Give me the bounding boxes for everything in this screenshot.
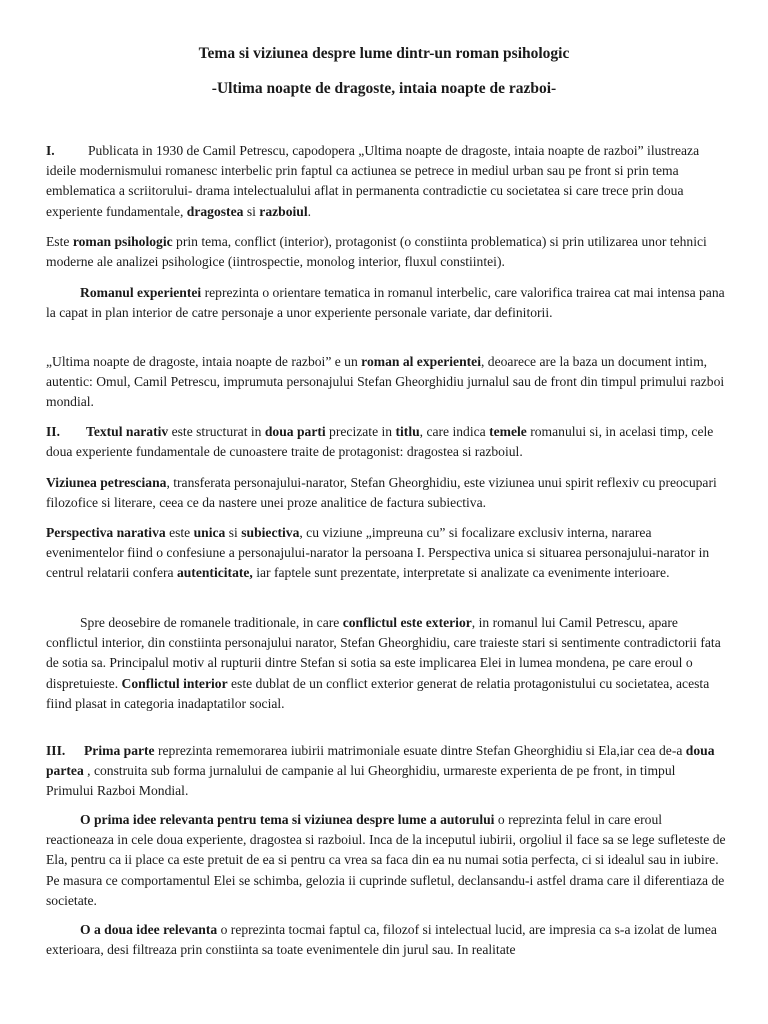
paragraph-11 bbox=[46, 920, 726, 960]
text-run: . bbox=[307, 203, 312, 219]
text-run: Spre deosebire de romanele traditionale, in care bbox=[80, 615, 343, 630]
bold-term: titlu bbox=[395, 424, 420, 439]
text-run: , deoarece are la baza un document intim, autentic: Omul, Camil Petrescu, imprumuta personajului Stefan Gheorghidiu jurnalul sau de front din timpul primului razboi mondial. bbox=[46, 354, 725, 410]
paragraph-9 bbox=[46, 741, 726, 802]
bold-term: autenticitate, bbox=[176, 565, 253, 581]
paragraph-5 bbox=[46, 422, 726, 462]
paragraph-3 bbox=[46, 283, 726, 323]
bold-term: Prima parte bbox=[84, 743, 155, 758]
paragraph-4 bbox=[46, 352, 726, 413]
bold-term: temele bbox=[489, 424, 527, 439]
paragraph-8 bbox=[46, 613, 726, 714]
section-number: II. bbox=[46, 424, 60, 439]
paragraph-10 bbox=[46, 810, 726, 911]
bold-term: conflictul este exterior bbox=[342, 615, 472, 630]
text-run: o reprezinta tocmai faptul ca, filozof si intelectual lucid, are impresia ca s-a izolat de lumea exterioara, desi filtreaza prin constiinta sa toate evenimentele din jurul sau. In realitate bbox=[46, 922, 717, 958]
text-run: prin tema, conflict (interior), protagonist (o constiinta problematica) si prin utilizarea unor tehnici moderne ale analizei psihologice (iintrospectie, monolog interior, fluxul constiintei). bbox=[46, 234, 707, 270]
bold-term: razboiul bbox=[259, 203, 308, 219]
bold-term: O a doua idee relevanta bbox=[80, 922, 218, 937]
bold-term: subiectiva bbox=[241, 525, 300, 540]
paragraph-2 bbox=[46, 232, 726, 272]
bold-term: Viziunea petresciana bbox=[46, 475, 167, 490]
text-run: precizate in bbox=[325, 424, 396, 439]
text-run: Este bbox=[46, 234, 73, 249]
text-run: romanului si, in acelasi timp, cele doua experiente fundamentale de cunoastere traite de protagonist: dragostea si razboiul. bbox=[46, 424, 714, 460]
paragraph-6 bbox=[46, 473, 726, 513]
bold-term: Perspectiva narativa bbox=[46, 525, 166, 540]
document-subtitle: -Ultima noapte de dragoste, intaia noapte de razboi- bbox=[211, 80, 557, 97]
paragraph-1 bbox=[46, 141, 726, 222]
section-number: I. bbox=[46, 143, 55, 158]
text-run: si bbox=[243, 203, 260, 219]
bold-term: doua partea bbox=[46, 743, 715, 779]
section-number: III. bbox=[46, 743, 66, 758]
text-run: si bbox=[225, 525, 242, 540]
bold-term: dragostea bbox=[186, 203, 244, 219]
bold-term: Conflictul interior bbox=[121, 675, 228, 691]
bold-term: O prima idee relevanta pentru tema si viziunea despre lume a autorului bbox=[80, 812, 495, 827]
text-run: , transferata personajului-narator, Stefan Gheorghidiu, este viziunea unui spirit reflexiv cu preocupari filozofice si literare, ceea ce da nastere unei proze analitice de factura subiectiva. bbox=[46, 475, 717, 511]
text-run: este structurat in bbox=[168, 424, 265, 439]
text-run: „Ultima noapte de dragoste, intaia noapte de razboi” e un bbox=[46, 354, 362, 369]
text-run: o reprezinta felul in care eroul reactioneaza in cele doua experiente, dragostea si razboiul. Inca de la inceputul iubirii, orgoliul il face sa se lege sufleteste de Ela, pentru ca ii place ca este pretuit de ea si pentru ca vrea sa faca din ea nu numai sotia perfecta, ci si idealul sau in iubire. Pe masura ce comportamentul Elei se schimba, gelozia ii cuprinde sufletul, declansandu-i astfel drama care il diferentiaza de societate. bbox=[46, 812, 726, 908]
bold-term: unica bbox=[193, 525, 226, 540]
text-run: reprezinta o orientare tematica in romanul interbelic, care valorifica trairea cat mai intensa pana la capat in plan interior de catre personaje a unor experiente personale variate, dar definitorii. bbox=[46, 285, 725, 321]
paragraph-7 bbox=[46, 523, 726, 584]
text-run: iar faptele sunt prezentate, interpretate si analizate ca evenimente interioare. bbox=[252, 565, 670, 581]
text-run: , construita sub forma jurnalului de campanie al lui Gheorghidiu, urmareste experienta de pe front, in timpul Primului Razboi Mondial. bbox=[46, 763, 676, 799]
text-run: , care indica bbox=[419, 424, 490, 439]
bold-term: Romanul experientei bbox=[80, 285, 202, 300]
text-run: este dublat de un conflict exterior generat de relatia protagonistului cu societatea, acesta fiind plasat in categoria inadaptatilor social. bbox=[46, 675, 710, 711]
text-run: , cu viziune „impreuna cu” si focalizare exclusiv interna, nararea evenimentelor fiind o confesiune a personajului-narator la persoana I. Perspectiva unica si situarea personajului-narator in centrul relatarii confera bbox=[46, 525, 710, 581]
text-run: Publicata in 1930 de Camil Petrescu, capodopera „Ultima noapte de dragoste, intaia noapte de razboi” ilustreaza ideile modernismului romanesc interbelic prin faptul ca actiunea se petrece in mediul urban sau pe front si prin tema emblematica a scriitorului- drama intelectualului aflat in permanenta contradictie cu societatea si care trece prin doua experiente fundamentale, bbox=[46, 143, 700, 219]
bold-term: Textul narativ bbox=[86, 424, 169, 439]
text-run: este bbox=[165, 525, 194, 540]
document-title: Tema si viziunea despre lume dintr-un roman psihologic bbox=[198, 45, 570, 62]
text-run: reprezinta rememorarea iubirii matrimoniale esuate dintre Stefan Gheorghidiu si Ela,iar cea de-a bbox=[154, 743, 686, 758]
text-run: , in romanul lui Camil Petrescu, apare conflictul interior, din constiinta personajului narator, Stefan Gheorghidiu, care traieste stari si sentimente contradictorii fata de sotia sa. Principalul motiv al rupturii dintre Stefan si sotia sa este implicarea Elei in lumea mondena, pe care eroul o dispretuieste. bbox=[46, 615, 721, 691]
bold-term: roman psihologic bbox=[72, 234, 173, 249]
bold-term: roman al experientei bbox=[361, 354, 481, 369]
bold-term: doua parti bbox=[264, 424, 326, 439]
